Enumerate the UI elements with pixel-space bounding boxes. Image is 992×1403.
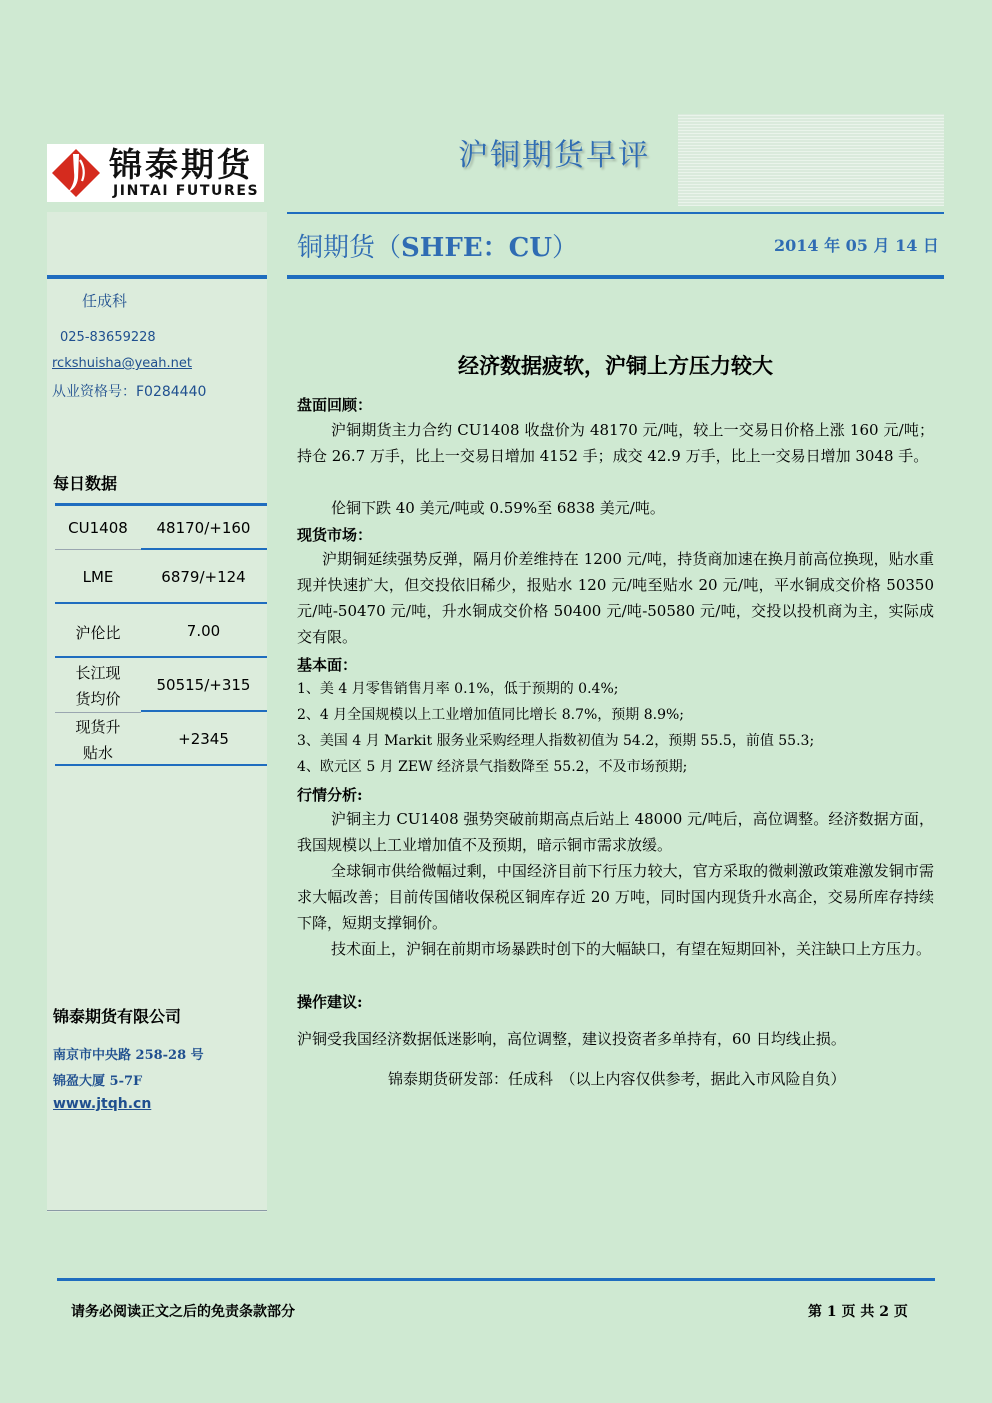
daily-row-label: 货均价	[75, 690, 121, 708]
company-logo	[47, 144, 264, 202]
company-website-link[interactable]: www.jtqh.cn	[53, 1096, 152, 1112]
analyst-certificate: 从业资格号：F0284440	[52, 384, 207, 400]
sidebar-header-rule	[47, 275, 267, 279]
analysis-paragraph: 全球铜市供给微幅过剩，中国经济目前下行压力较大，官方采取的微刺激政策难激发铜市需求大幅改善；目前传国储收保税区铜库存近 20 万吨，同时国内现货升水高企，交易所库存持续下降，短期支撑铜价。	[297, 862, 934, 932]
daily-row-divider	[141, 710, 267, 712]
report-title: 沪铜期货早评	[458, 138, 650, 173]
daily-row-divider	[141, 548, 267, 550]
analyst-email-link[interactable]: rckshuisha@yeah.net	[52, 356, 192, 371]
daily-row-value: +2345	[178, 730, 229, 748]
logo-text-en: JINTAI FUTURES	[113, 183, 260, 199]
daily-row-label: CU1408	[68, 519, 128, 537]
section-heading-advice: 操作建议:	[297, 993, 363, 1011]
commodity-title	[297, 227, 578, 264]
logo-mark-icon	[51, 148, 101, 198]
spot-paragraph: 沪期铜延续强势反弹，隔月价差维持在 1200 元/吨，持货商加速在换月前高位换现，贴水重现并快速扩大，但交投依旧稀少，报贴水 120 元/吨至贴水 20 元/吨，平水铜成交价格 50350 元/吨-50470 元/吨，升水铜成交价格 50400 元/吨-50580 元/吨，交投以投机商为主，实际成交有限。	[297, 550, 934, 646]
company-address-2: 锦盈大厦 5-7F	[53, 1074, 143, 1089]
analysis-paragraph: 技术面上，沪铜在前期市场暴跌时创下的大幅缺口，有望在短期回补，关注缺口上方压力。	[331, 940, 932, 958]
fundamentals-item: 3、美国 4 月 Markit 服务业采购经理人指数初值为 54.2，预期 55.5，前值 55.3;	[297, 733, 815, 749]
daily-row-value: 7.00	[186, 622, 221, 640]
main-header-rule	[287, 275, 944, 279]
daily-row-divider	[55, 602, 267, 604]
commodity-suffix: ）	[552, 233, 579, 263]
analyst-name: 任成科	[82, 292, 128, 310]
company-name: 锦泰期货有限公司	[53, 1007, 182, 1026]
page-number: 第 1 页 共 2 页	[808, 1304, 908, 1320]
commodity-prefix: 铜期货（	[297, 233, 402, 263]
analyst-phone: 025-83659228	[60, 330, 156, 345]
section-heading-spot: 现货市场：	[297, 526, 373, 544]
daily-row-value: 50515/+315	[156, 676, 251, 694]
header-decoration	[678, 114, 944, 206]
footer-rule	[57, 1278, 935, 1281]
section-heading-review: 盘面回顾：	[297, 396, 373, 414]
review-paragraph: 沪铜期货主力合约 CU1408 收盘价为 48170 元/吨，较上一交易日价格上涨 160 元/吨；持仓 26.7 万手，比上一交易日增加 4152 手；成交 42.9 万手，比上一交易日增加 3048 手。	[297, 421, 934, 465]
header-top-rule	[287, 212, 944, 214]
daily-row-divider	[55, 712, 141, 713]
fundamentals-item: 4、欧元区 5 月 ZEW 经济景气指数降至 55.2，不及市场预期;	[297, 759, 688, 775]
fundamentals-item: 2、4 月全国规模以上工业增加值同比增长 8.7%，预期 8.9%;	[297, 707, 685, 723]
daily-data-top-rule	[55, 503, 267, 506]
report-date: 2014 年 05 月 14 日	[774, 236, 939, 255]
daily-row-label: LME	[82, 568, 114, 586]
daily-row-value: 6879/+124	[161, 568, 246, 586]
article-signoff: 锦泰期货研发部：任成科 （以上内容仅供参考，据此入市风险自负）	[388, 1070, 846, 1088]
daily-row-label: 沪伦比	[75, 624, 121, 642]
sidebar-bottom-rule	[47, 1210, 267, 1211]
daily-row-label: 现货升	[75, 718, 121, 736]
daily-row-value: 48170/+160	[156, 519, 251, 537]
daily-data-title: 每日数据	[53, 474, 118, 493]
fundamentals-item: 1、美 4 月零售销售月率 0.1%，低于预期的 0.4%;	[297, 681, 619, 697]
daily-row-label: 长江现	[75, 664, 121, 682]
daily-row-label: 贴水	[82, 744, 113, 762]
company-address-1: 南京市中央路 258-28 号	[53, 1048, 204, 1063]
daily-row-divider	[55, 764, 267, 766]
daily-row-divider	[55, 656, 267, 658]
article-headline: 经济数据疲软，沪铜上方压力较大	[458, 353, 773, 378]
commodity-code: SHFE：CU	[401, 233, 553, 263]
advice-text: 沪铜受我国经济数据低迷影响，高位调整，建议投资者多单持有，60 日均线止损。	[297, 1030, 846, 1048]
section-heading-analysis: 行情分析:	[297, 786, 363, 804]
review-paragraph: 伦铜下跌 40 美元/吨或 0.59%至 6838 美元/吨。	[331, 499, 665, 517]
footer-disclaimer: 请务必阅读正文之后的免责条款部分	[71, 1304, 295, 1320]
daily-row-divider	[55, 549, 141, 550]
section-heading-fundamentals: 基本面：	[297, 656, 358, 674]
logo-text-cn: 锦泰期货	[109, 145, 253, 184]
analysis-paragraph: 沪铜主力 CU1408 强势突破前期高点后站上 48000 元/吨后，高位调整。经济数据方面，我国规模以上工业增加值不及预期，暗示铜市需求放缓。	[297, 810, 934, 854]
